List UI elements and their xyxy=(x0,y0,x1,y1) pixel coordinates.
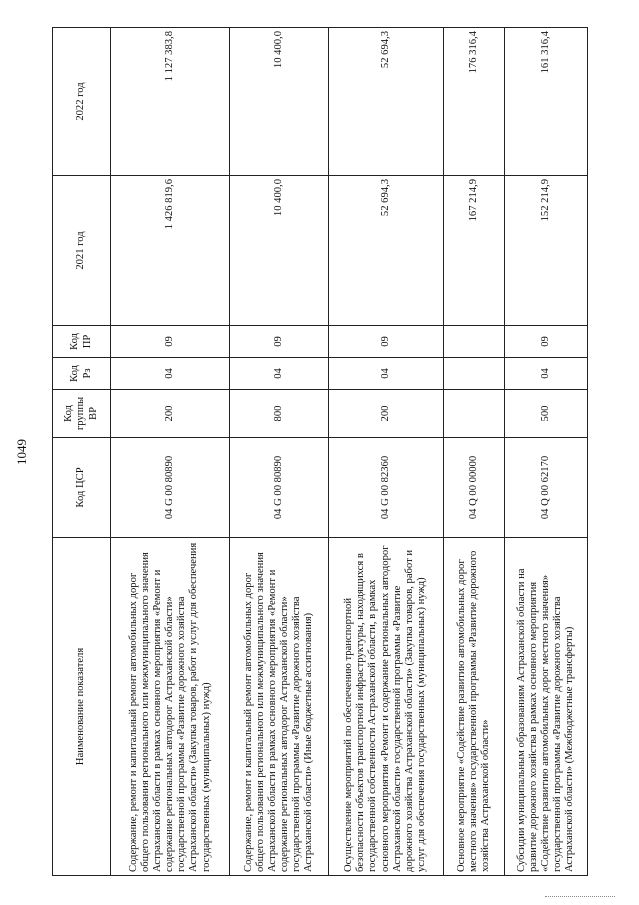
row-vr: 500 xyxy=(505,390,588,438)
rotated-table-container xyxy=(52,28,588,876)
row-2021: 52 694,3 xyxy=(328,176,443,326)
row-name: Содержание, ремонт и капитальный ремонт автомобильных дорог общего пользования регионального или межмуниципального значения Астраханской области в рамках основного мероприятия «Ремонт и содержание региональных автодорог Астраханской области» государственной программы «Развитие дорожного хозяйства Астраханской области» (Иные бюджетные ассигнования) xyxy=(230,538,329,876)
row-csr: 04 G 00 80890 xyxy=(111,438,230,538)
header-2022: 2022 год xyxy=(53,28,111,176)
table-row xyxy=(505,28,588,876)
page-number: 1049 xyxy=(14,439,29,465)
row-pr: 09 xyxy=(230,326,329,358)
header-name: Наименование показателя xyxy=(53,538,111,876)
row-name: Осуществление мероприятий по обеспечению транспортной безопасности объектов транспортной инфраструктуры, находящихся в государственной собственности Астраханской области, в рамках основного мероприятия «Ремонт и содержание региональных автодорог Астраханской области» государственной программы «Развитие дорожного хозяйства Астраханской области» (Закупка товаров, работ и услуг для обеспечения государственных (муниципальных) нужд) xyxy=(328,538,443,876)
row-name: Содержание, ремонт и капитальный ремонт автомобильных дорог общего пользования регионального или межмуниципального значения Астраханской области в рамках основного мероприятия «Ремонт и содержание региональных автодорог Астраханской области» государственной программы «Развитие дорожного хозяйства Астраханской области» (Закупка товаров, работ и услуг для обеспечения государственных (муниципальных) нужд) xyxy=(111,538,230,876)
table-row xyxy=(230,28,329,876)
header-pr: Код ПР xyxy=(53,326,111,358)
header-rz: Код Рз xyxy=(53,358,111,390)
row-2022: 176 316,4 xyxy=(443,28,505,176)
row-rz xyxy=(443,358,505,390)
row-2021: 152 214,9 xyxy=(505,176,588,326)
row-2022: 52 694,3 xyxy=(328,28,443,176)
row-name: Субсидии муниципальным образованиям Астраханской области на развитие дорожного хозяйства в рамках основного мероприятия «Содействие развитию автомобильных дорог местного значения» государственной программы «Развитие дорожного хозяйства Астраханской области» (Межбюджетные трансферты) xyxy=(505,538,588,876)
row-vr: 800 xyxy=(230,390,329,438)
header-2021: 2021 год xyxy=(53,176,111,326)
row-csr: 04 G 00 80890 xyxy=(230,438,329,538)
table-row xyxy=(443,28,505,876)
budget-table xyxy=(52,27,588,876)
row-vr: 200 xyxy=(328,390,443,438)
row-rz: 04 xyxy=(111,358,230,390)
row-vr xyxy=(443,390,505,438)
row-pr: 09 xyxy=(505,326,588,358)
table-row xyxy=(328,28,443,876)
row-rz: 04 xyxy=(230,358,329,390)
header-vr: Код группы ВР xyxy=(53,390,111,438)
row-pr xyxy=(443,326,505,358)
row-2022: 1 127 383,8 xyxy=(111,28,230,176)
row-2021: 1 426 819,6 xyxy=(111,176,230,326)
row-csr: 04 Q 00 00000 xyxy=(443,438,505,538)
row-2021: 167 214,9 xyxy=(443,176,505,326)
row-csr: 04 G 00 82360 xyxy=(328,438,443,538)
row-rz: 04 xyxy=(328,358,443,390)
row-pr: 09 xyxy=(111,326,230,358)
row-csr: 04 Q 00 62170 xyxy=(505,438,588,538)
row-2021: 10 400,0 xyxy=(230,176,329,326)
table-row xyxy=(111,28,230,876)
header-csr: Код ЦСР xyxy=(53,438,111,538)
row-2022: 10 400,0 xyxy=(230,28,329,176)
row-2022: 161 316,4 xyxy=(505,28,588,176)
row-pr: 09 xyxy=(328,326,443,358)
table-header-row xyxy=(53,28,111,876)
scan-edge-rule xyxy=(545,896,615,897)
row-name: Основное мероприятие «Содействие развитию автомобильных дорог местного значения» государственной программы «Развитие дорожного хозяйства Астраханской области» xyxy=(443,538,505,876)
row-vr: 200 xyxy=(111,390,230,438)
row-rz: 04 xyxy=(505,358,588,390)
